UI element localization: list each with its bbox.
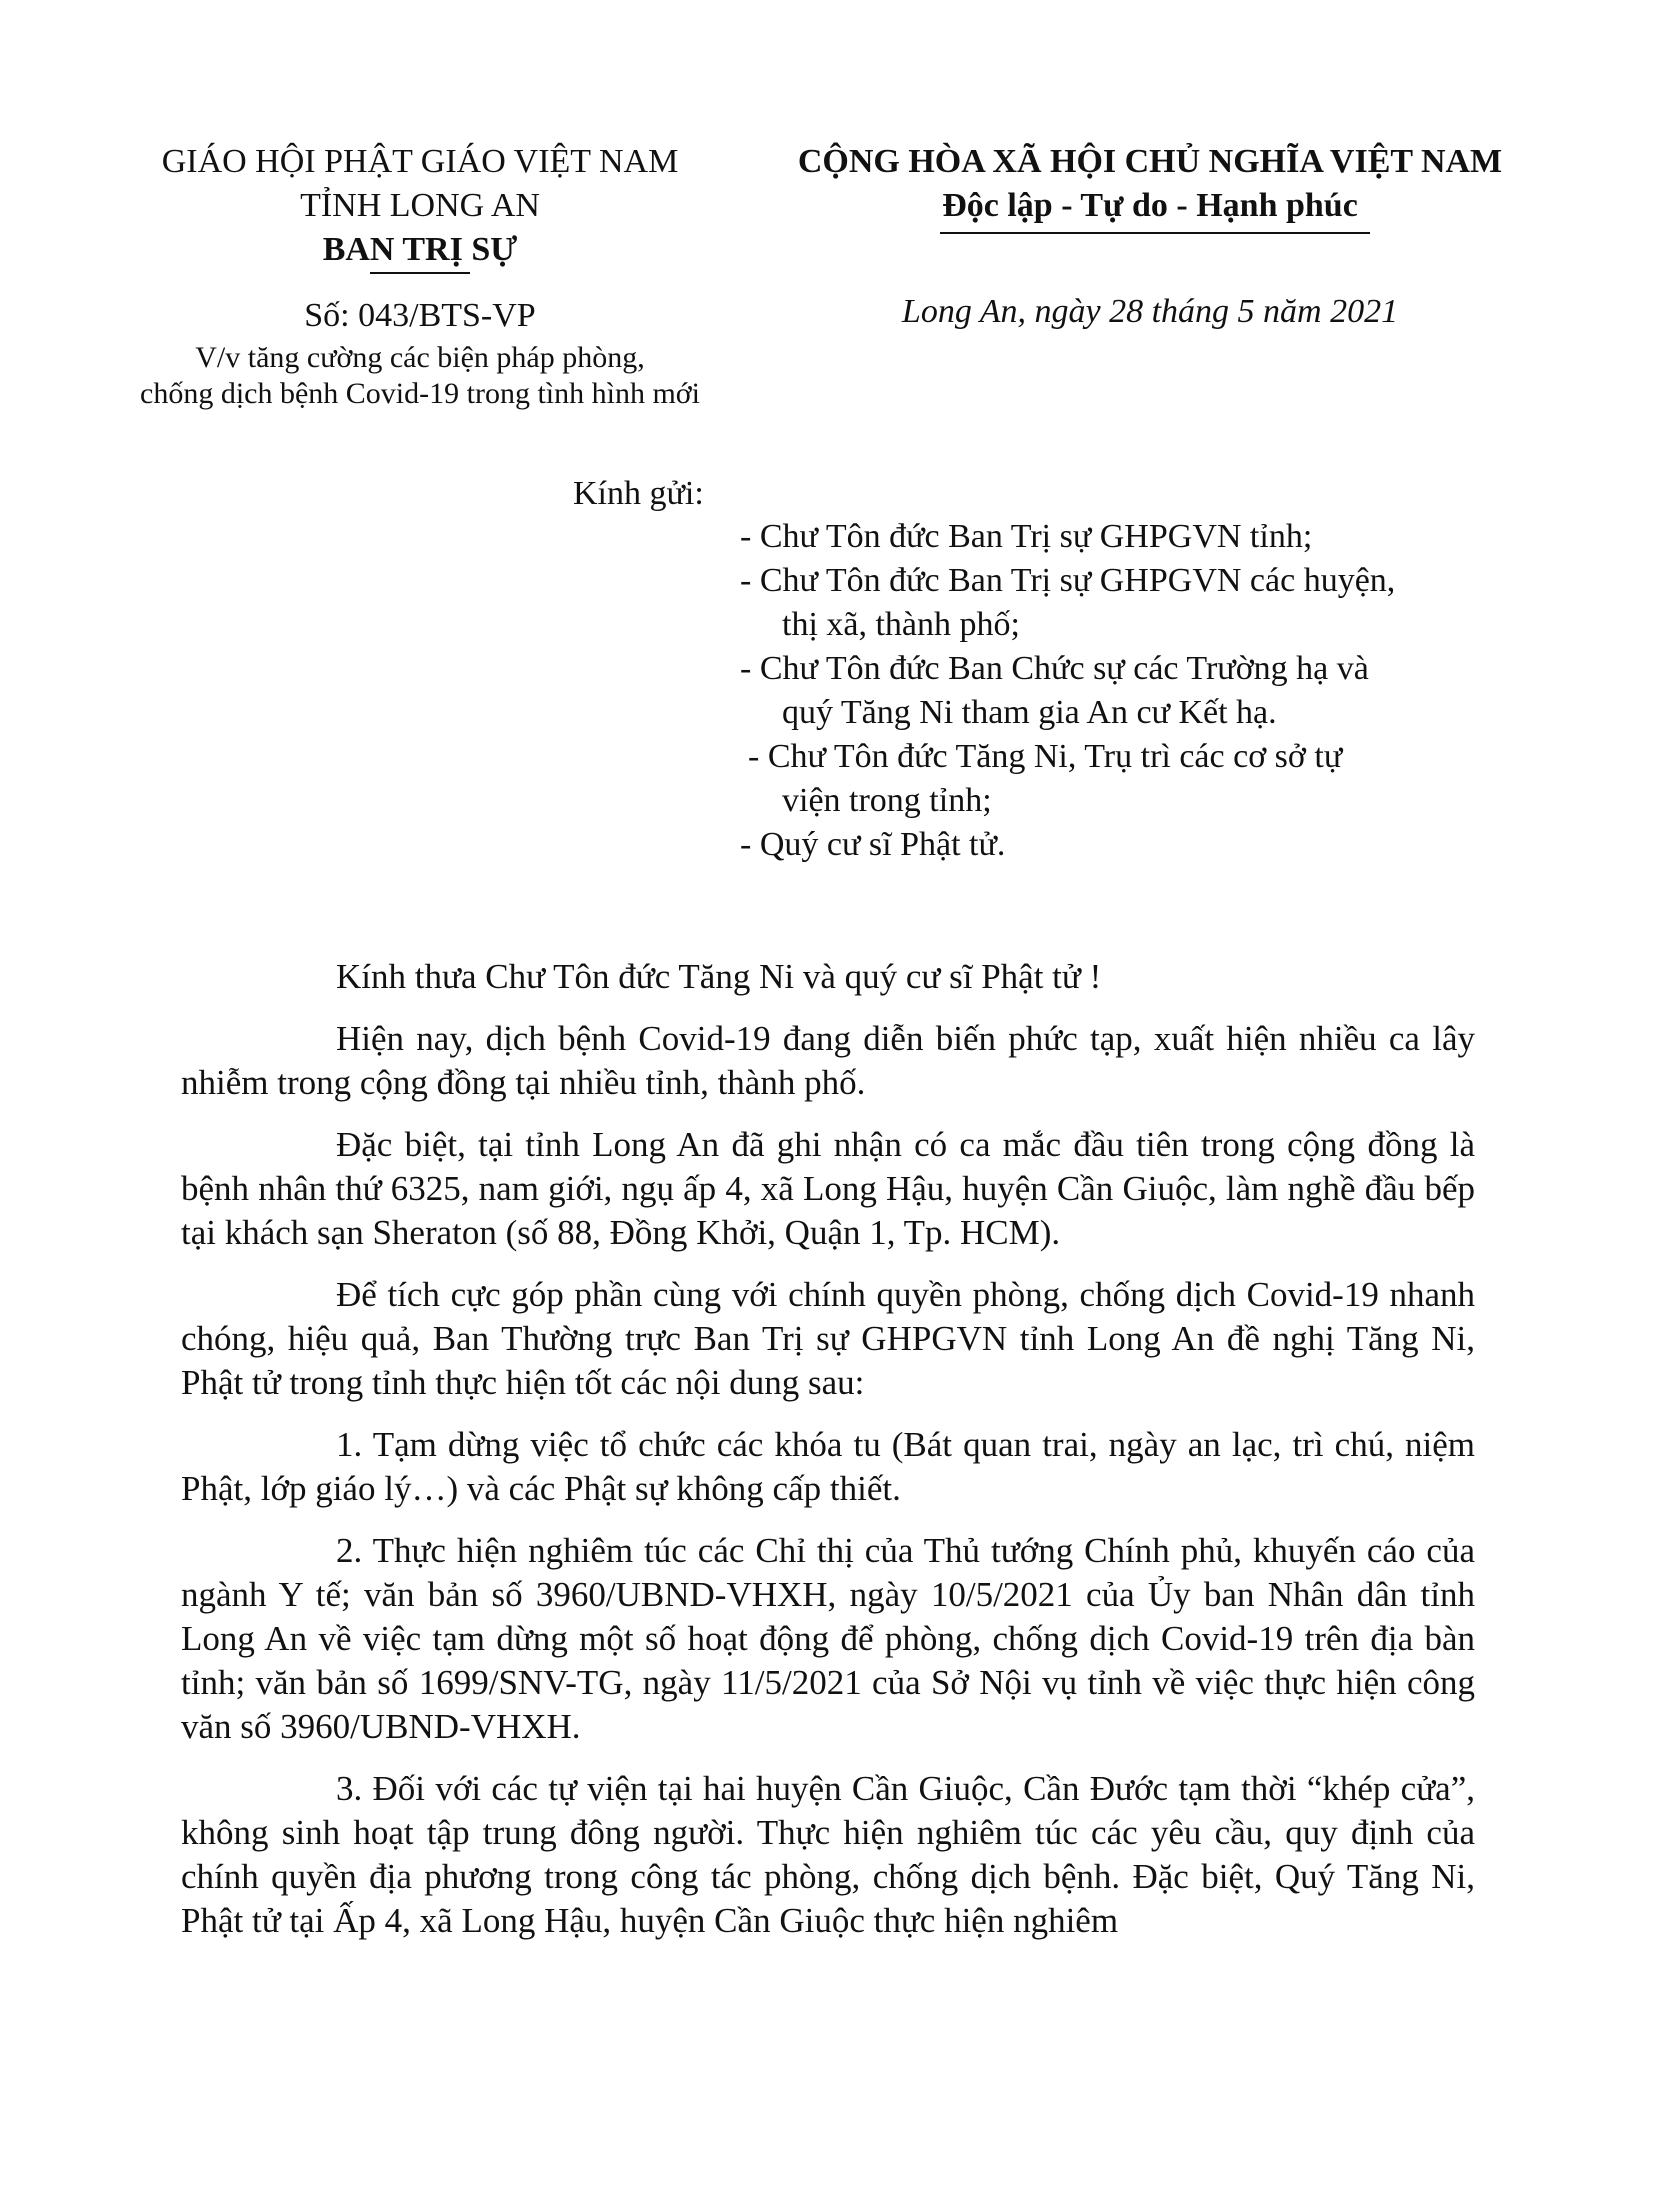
salutation-label: Kính gửi: (573, 475, 704, 512)
greeting: Kính thưa Chư Tôn đức Tăng Ni và quý cư sĩ Phật tử ! (336, 957, 1102, 996)
country-title: CỘNG HÒA XÃ HỘI CHỦ NGHĨA VIỆT NAM (797, 143, 1503, 180)
body-paragraph: Để tích cực góp phần cùng với chính quyền phòng, chống dịch Covid-19 nhanh chóng, hiệu quả, Ban Thường trực Ban Trị sự GHPGVN tỉnh Long An đề nghị Tăng Ni, Phật tử trong tỉnh thực hiện tốt các nội dung sau: (181, 1275, 1475, 1402)
body-paragraph: 2. Thực hiện nghiêm túc các Chỉ thị của Thủ tướng Chính phủ, khuyến cáo của ngành Y tế; văn bản số 3960/UBND-VHXH, ngày 10/5/2021 của Ủy ban Nhân dân tỉnh Long An về việc tạm dừng một số hoạt động để phòng, chống dịch Covid-19 trên địa bàn tỉnh; văn bản số 1699/SNV-TG, ngày 11/5/2021 của Sở Nội vụ tỉnh về việc thực hiện công văn số 3960/UBND-VHXH. (181, 1531, 1475, 1746)
recipient-line: - Chư Tôn đức Ban Chức sự các Trường hạ và (740, 650, 1369, 687)
motto: Độc lập - Tự do - Hạnh phúc (942, 187, 1358, 224)
org-name: GIÁO HỘI PHẬT GIÁO VIỆT NAM (161, 143, 679, 180)
recipient-line: thị xã, thành phố; (782, 606, 1020, 643)
recipient-line: - Chư Tôn đức Tăng Ni, Trụ trì các cơ sở tự (748, 738, 1343, 775)
recipient-line: - Quý cư sĩ Phật tử. (740, 826, 1006, 863)
office-name: BAN TRỊ SỰ (322, 231, 518, 268)
subject-line-2: chống dịch bệnh Covid-19 trong tình hình mới (140, 377, 700, 410)
body-paragraph: Đặc biệt, tại tỉnh Long An đã ghi nhận có ca mắc đầu tiên trong cộng đồng là bệnh nhân thứ 6325, nam giới, ngụ ấp 4, xã Long Hậu, huyện Cần Giuộc, làm nghề đầu bếp tại khách sạn Sheraton (số 88, Đồng Khởi, Quận 1, Tp. HCM). (181, 1125, 1475, 1252)
recipient-line: viện trong tỉnh; (782, 782, 992, 819)
body-paragraph: 3. Đối với các tự viện tại hai huyện Cần Giuộc, Cần Đước tạm thời “khép cửa”, không sinh hoạt tập trung đông người. Thực hiện nghiêm túc các yêu cầu, quy định của chính quyền địa phương trong công tác phòng, chống dịch bệnh. Đặc biệt, Quý Tăng Ni, Phật tử tại Ấp 4, xã Long Hậu, huyện Cần Giuộc thực hiện nghiêm (181, 1769, 1475, 1940)
body-paragraph: Hiện nay, dịch bệnh Covid-19 đang diễn biến phức tạp, xuất hiện nhiều ca lây nhiễm trong cộng đồng tại nhiều tỉnh, thành phố. (181, 1019, 1475, 1102)
subject-line-1: V/v tăng cường các biện pháp phòng, (195, 341, 645, 374)
recipient-line: - Chư Tôn đức Ban Trị sự GHPGVN tỉnh; (740, 518, 1313, 555)
motto-underline (940, 232, 1370, 234)
recipient-line: quý Tăng Ni tham gia An cư Kết hạ. (782, 694, 1277, 731)
recipient-line: - Chư Tôn đức Ban Trị sự GHPGVN các huyện, (740, 562, 1396, 599)
province-name: TỈNH LONG AN (300, 187, 540, 224)
letter-body (181, 955, 1475, 1961)
document-number: Số: 043/BTS-VP (304, 297, 536, 334)
body-paragraph: 1. Tạm dừng việc tổ chức các khóa tu (Bát quan trai, ngày an lạc, trì chú, niệm Phật, lớp giáo lý…) và các Phật sự không cấp thiết. (181, 1425, 1475, 1508)
place-date: Long An, ngày 28 tháng 5 năm 2021 (901, 293, 1399, 330)
office-underline (370, 272, 470, 274)
